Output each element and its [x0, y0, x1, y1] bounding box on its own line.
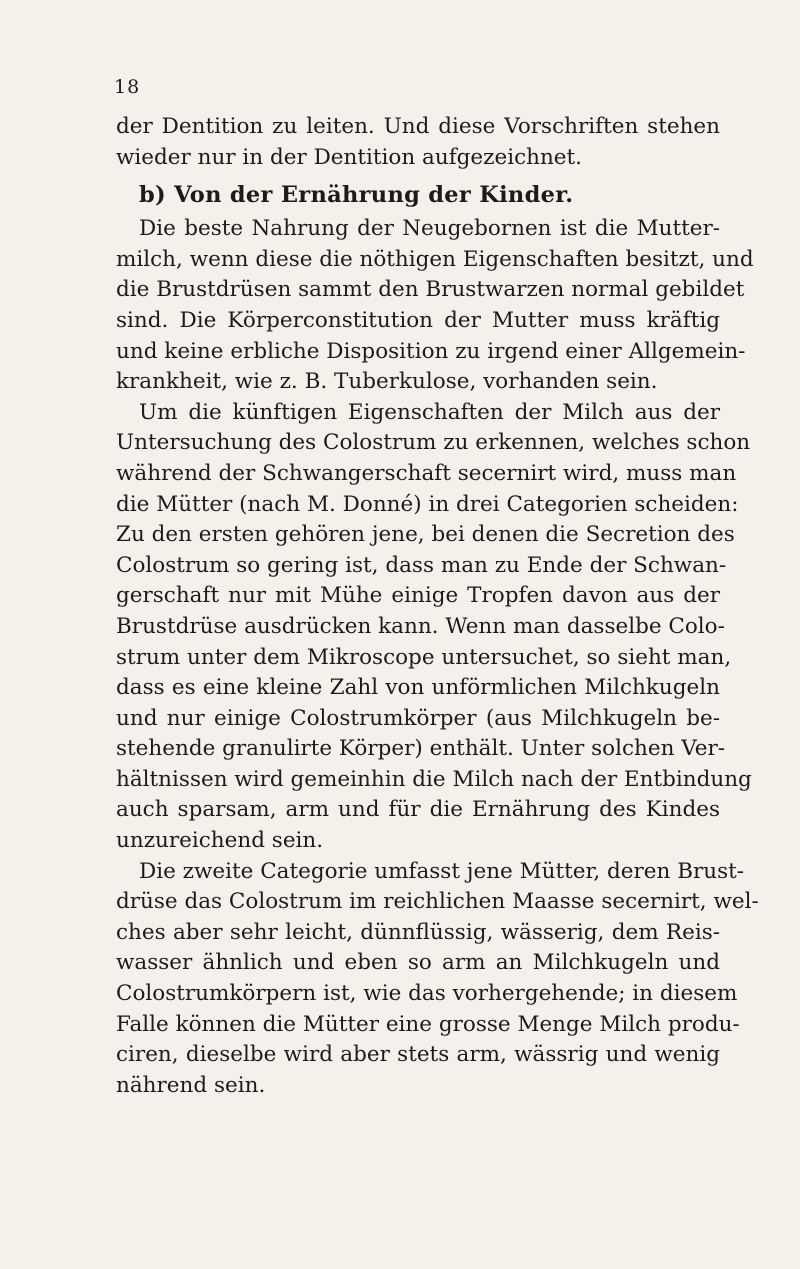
text-line: Colostrum so gering ist, dass man zu Ende der Schwan-: [116, 552, 727, 578]
paragraph-colostrum-categories: [116, 398, 752, 857]
text-line: auch sparsam, arm und für die Ernährung des Kindes: [116, 797, 720, 823]
text-line: Untersuchung des Colostrum zu erkennen, welches schon: [116, 430, 751, 456]
text-line: hältnissen wird gemeinhin die Milch nach der Entbindung: [116, 766, 752, 792]
text-line: wieder nur in der Dentition aufgezeichnet.: [116, 144, 582, 170]
text-line: und nur einige Colostrumkörper (aus Milchkugeln be-: [116, 705, 720, 731]
text-line: nährend sein.: [116, 1072, 266, 1098]
paragraph-mother-milk: [116, 214, 754, 398]
text-line: strum unter dem Mikroscope untersuchet, so sieht man,: [116, 644, 732, 670]
text-line: die Brustdrüsen sammt den Brustwarzen normal gebildet: [116, 277, 745, 303]
text-line: während der Schwangerschaft secernirt wird, muss man: [116, 460, 737, 486]
intro-paragraph: [116, 112, 720, 173]
text-line: drüse das Colostrum im reichlichen Maasse secernirt, wel-: [116, 889, 759, 915]
text-line: gerschaft nur mit Mühe einige Tropfen davon aus der: [116, 583, 720, 609]
page-number: 18: [114, 76, 141, 98]
section-heading: b) Von der Ernährung der Kinder.: [139, 182, 574, 209]
text-line: Um die künftigen Eigenschaften der Milch aus der: [139, 399, 720, 425]
text-line: Brustdrüse ausdrücken kann. Wenn man dasselbe Colo-: [116, 613, 725, 639]
text-line: ciren, dieselbe wird aber stets arm, wässrig und wenig: [116, 1042, 720, 1068]
text-line: Zu den ersten gehören jene, bei denen die Secretion des: [116, 522, 735, 548]
text-line: Falle können die Mütter eine grosse Menge Milch produ-: [116, 1011, 740, 1037]
text-line: und keine erbliche Disposition zu irgend einer Allgemein-: [116, 338, 746, 364]
text-line: Die beste Nahrung der Neugebornen ist die Mutter-: [139, 216, 720, 242]
page-body: [116, 112, 759, 1101]
text-line: unzureichend sein.: [116, 828, 324, 854]
text-line: wasser ähnlich und eben so arm an Milchkugeln und: [116, 950, 720, 976]
text-line: dass es eine kleine Zahl von unförmlichen Milchkugeln: [116, 675, 720, 701]
text-line: ches aber sehr leicht, dünnflüssig, wässerig, dem Reis-: [116, 919, 720, 945]
text-line: milch, wenn diese die nöthigen Eigenschaften besitzt, und: [116, 246, 754, 272]
text-line: sind. Die Körperconstitution der Mutter muss kräftig: [116, 307, 720, 333]
text-line: die Mütter (nach M. Donné) in drei Categorien scheiden:: [116, 491, 739, 517]
paragraph-second-category: [116, 857, 759, 1102]
text-line: der Dentition zu leiten. Und diese Vorschriften stehen: [116, 114, 720, 139]
text-line: Colostrumkörpern ist, wie das vorhergehende; in diesem: [116, 981, 738, 1007]
text-line: stehende granulirte Körper) enthält. Unter solchen Ver-: [116, 736, 726, 762]
text-line: krankheit, wie z. B. Tuberkulose, vorhanden sein.: [116, 369, 658, 395]
text-line: Die zweite Categorie umfasst jene Mütter, deren Brust-: [139, 858, 745, 884]
